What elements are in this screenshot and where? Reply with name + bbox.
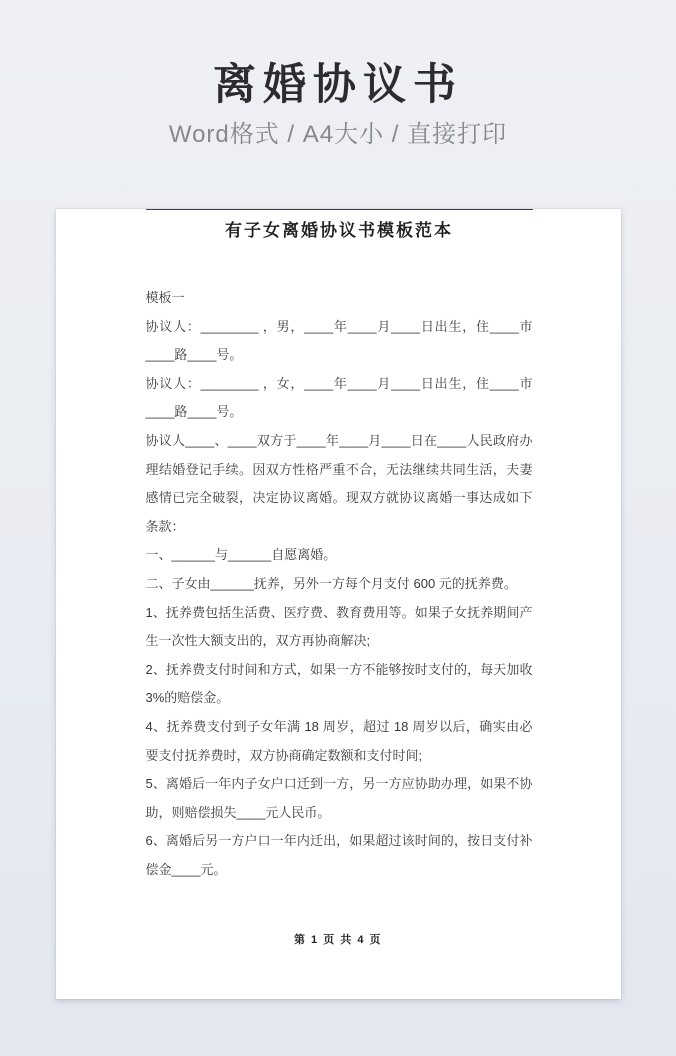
document-paragraph: 协议人____、____双方于____年____月____日在____人民政府办理结婚登记手续。因双方性格严重不合，无法继续共同生活，夫妻感情已完全破裂，决定协议离婚。现双方就协议离婚一事达成如下条款： bbox=[145, 432, 533, 534]
header bbox=[0, 0, 676, 151]
document-paragraph: 6、离婚后另一方户口一年内迁出，如果超过该时间的，按日支付补偿金____元。 bbox=[145, 833, 533, 877]
document-title: 有子女离婚协议书模板范本 bbox=[225, 221, 453, 240]
document-paragraph: 协议人：________ ，男，____年____月____日出生，住____市____路____号。 bbox=[145, 318, 533, 363]
document-paragraph: 5、离婚后一年内子女户口迁到一方，另一方应协助办理，如果不协助，则赔偿损失____元人民币。 bbox=[145, 776, 533, 820]
document-paragraph: 1、抚养费包括生活费、医疗费、教育费用等。如果子女抚养期间产生一次性大额支出的，双方再协商解决; bbox=[145, 604, 533, 649]
document-paragraph: 协议人：________ ，女，____年____月____日出生，住____市____路____号。 bbox=[145, 375, 533, 420]
page-title: 离婚协议书 bbox=[213, 61, 463, 109]
document-paragraph: 2、抚养费支付时间和方式，如果一方不能够按时支付的，每天加收3%的赔偿金。 bbox=[145, 661, 533, 706]
page-number-footer: 第 1 页 共 4 页 bbox=[293, 934, 383, 946]
document-paragraph: 一、______与______自愿离婚。 bbox=[145, 547, 337, 563]
document-page bbox=[56, 209, 621, 999]
document-rule bbox=[146, 209, 533, 210]
document-body bbox=[146, 284, 533, 884]
document-paragraph: 4、抚养费支付到子女年满 18 周岁，超过 18 周岁以后，确实由必要支付抚养费时，双方协商确定数额和支付时间; bbox=[145, 718, 533, 763]
page-subtitle: Word格式 / A4大小 / 直接打印 bbox=[168, 121, 508, 148]
document-paragraph: 模板一 bbox=[145, 290, 185, 305]
document-paragraph: 二、子女由______抚养，另外一方每个月支付 600 元的抚养费。 bbox=[145, 575, 517, 591]
